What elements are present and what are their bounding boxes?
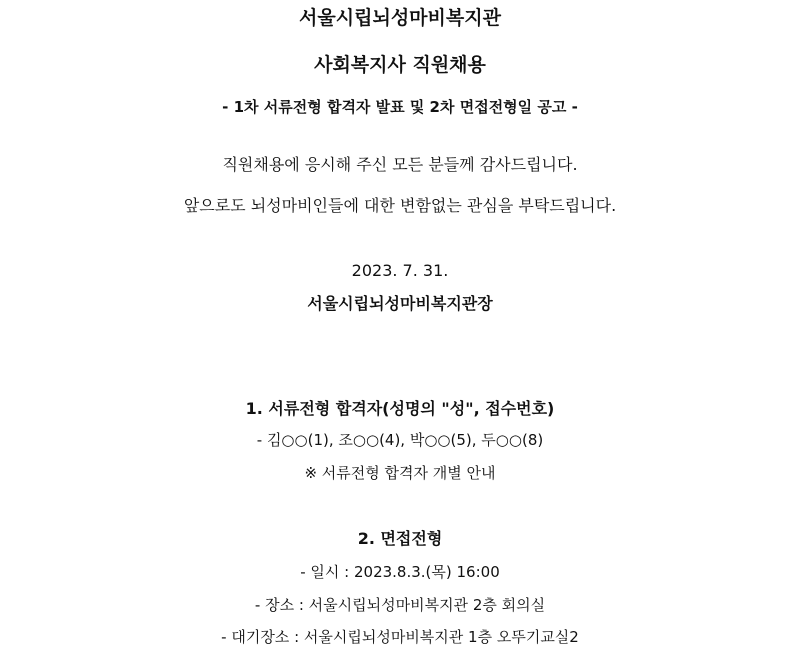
interview-location: - 장소 : 서울시립뇌성마비복지관 2층 회의실 xyxy=(254,596,546,614)
thanks-message: 직원채용에 응시해 주신 모든 분들께 감사드립니다. xyxy=(222,155,578,174)
org-title: 서울시립뇌성마비복지관 xyxy=(299,7,501,29)
document-screening-passers: - 김○○(1), 조○○(4), 박○○(5), 두○○(8) xyxy=(256,431,544,449)
interview-waiting-area: - 대기장소 : 서울시립뇌성마비복지관 1층 오뚜기교실2 xyxy=(221,628,579,646)
interview-datetime: - 일시 : 2023.8.3.(목) 16:00 xyxy=(300,563,500,581)
section-document-screening-heading: 1. 서류전형 합격자(성명의 "성", 접수번호) xyxy=(245,399,555,418)
notice-subtitle: - 1차 서류전형 합격자 발표 및 2차 면접전형일 공고 - xyxy=(222,98,578,116)
recruit-title: 사회복지사 직원채용 xyxy=(314,54,486,76)
interest-message: 앞으로도 뇌성마비인들에 대한 변함없는 관심을 부탁드립니다. xyxy=(183,196,617,215)
notice-date: 2023. 7. 31. xyxy=(351,261,449,280)
issuer-name: 서울시립뇌성마비복지관장 xyxy=(307,294,493,313)
document-screening-note: ※ 서류전형 합격자 개별 안내 xyxy=(304,464,496,482)
section-interview-heading: 2. 면접전형 xyxy=(357,529,443,548)
